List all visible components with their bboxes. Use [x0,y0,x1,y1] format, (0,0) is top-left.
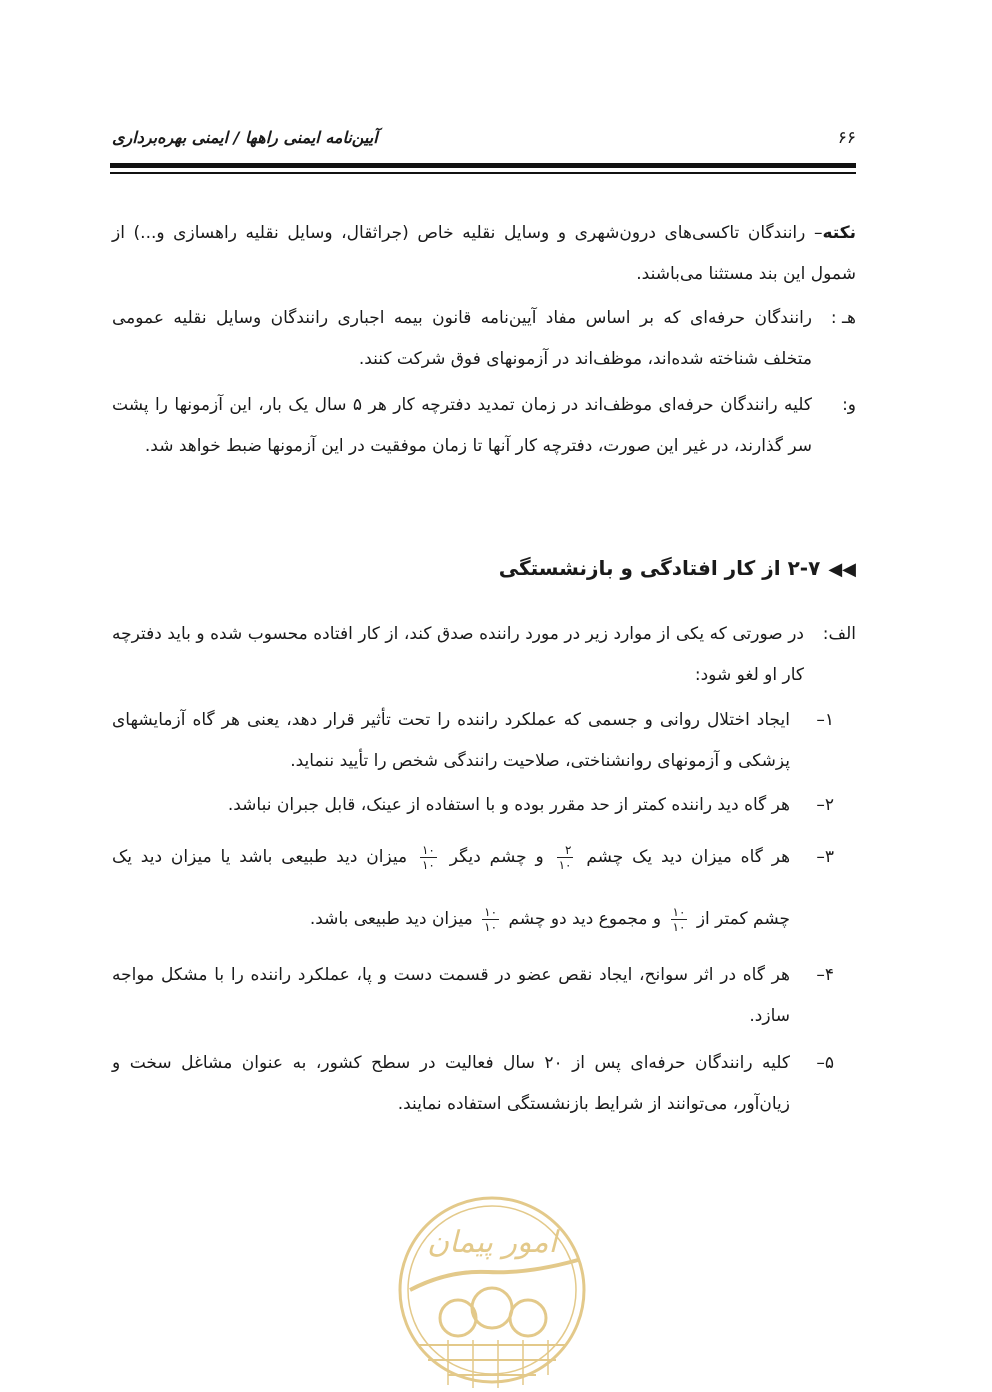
list-item-marker: ۴– [816,965,834,985]
page-number: ۶۶ [837,128,856,148]
list-item-text: کلیه رانندگان حرفه‌ای پس از ۲۰ سال فعالیت در سطح کشور، به عنوان مشاغل سخت و زیان‌آور، می‌توانند از شرایط بازنشستگی استفاده نمایند. [112,1053,790,1114]
running-title: آیین‌نامه ایمنی راهها / ایمنی بهره‌برداری [112,128,378,147]
note-label: نکته [822,223,856,243]
list-item-text: رانندگان حرفه‌ای که بر اساس مفاد آیین‌نامه قانون بیمه اجباری رانندگان وسایل نقلیه عمومی متخلف شناخته شده‌اند، موظف‌اند در آزمونهای فوق شرکت کنند. [112,308,812,369]
watermark-seal [388,1180,596,1388]
header-rule-thin [110,172,856,174]
list-item-text: ایجاد اختلال روانی و جسمی که عملکرد راننده را تحت تأثیر قرار دهد، یعنی هر گاه آزمایشهای پزشکی و آزمونهای روانشناختی، صلاحیت رانندگی شخص را تأیید ننماید. [112,710,790,771]
numbered-item-1 [112,700,834,782]
text-run: هر گاه میزان دید یک چشم [586,847,791,867]
list-item-alef [112,614,856,696]
fraction: $\frac{۱۰}{۱۰}$ [421,842,435,872]
note-paragraph [112,213,856,295]
fraction: $\frac{۱۰}{۱۰}$ [672,904,686,934]
numbered-item-4 [112,955,834,1037]
fraction: $\frac{۲}{۱۰}$ [558,842,572,872]
list-item-marker: ۵– [816,1053,834,1073]
text-run: میزان دید طبیعی باشد یا میزان دید یک [112,847,408,867]
list-item-marker: هـ : [830,308,856,328]
numbered-item-2 [112,785,834,826]
list-item-text: هر گاه در اثر سوانح، ایجاد نقص عضو در قسمت دست و پا، عملکرد راننده را با مشکل مواجه سازد. [112,965,790,1026]
list-item-text: هر گاه دید راننده کمتر از حد مقرر بوده و با استفاده از عینک، قابل جبران نباشد. [227,795,790,815]
text-run: میزان دید طبیعی باشد. [309,909,473,929]
list-item-text: کلیه رانندگان حرفه‌ای موظف‌اند در زمان تمدید دفترچه کار هر ۵ سال یک بار، این آزمونها را پشت سر گذارند، در غیر این صورت، دفترچه کار آنها تا زمان موفقیت در این آزمونها ضبط خواهد شد. [112,395,812,456]
seal-logo-icon [388,1180,596,1388]
list-item-marker: ۲– [816,795,834,815]
list-item-marker: ۳– [816,847,834,867]
text-run: و چشم دیگر [449,847,544,867]
fraction: $\frac{۱۰}{۱۰}$ [484,904,498,934]
header-rule-thick [110,163,856,168]
page-header [112,126,856,154]
list-item-marker: و: [842,395,856,415]
list-item-he [112,298,856,380]
list-item-text [112,832,790,944]
list-item-marker: ۱– [816,710,834,730]
list-item-vav [112,385,856,467]
numbered-item-3 [112,832,834,944]
svg-text:امور پیمان: امور پیمان [427,1225,557,1260]
text-run: و مجموع دید دو چشم [508,909,662,929]
note-text: – رانندگان تاکسی‌های درون‌شهری و وسایل نقلیه خاص (جراثقال، وسایل نقلیه راهسازی و...) از شمول این بند مستثنا می‌باشند. [112,223,856,284]
text-run: چشم کمتر از [696,909,790,929]
section-heading [499,556,856,580]
section-title: ۲-۷ از کار افتادگی و بازنشستگی [498,556,821,580]
list-item-text: در صورتی که یکی از موارد زیر در مورد راننده صدق کند، از کار افتاده محسوب شده و باید دفترچه کار او لغو شود: [112,624,804,685]
double-arrow-icon: ◀◀ [828,559,856,580]
list-item-marker: الف: [822,624,856,644]
numbered-item-5 [112,1043,834,1125]
